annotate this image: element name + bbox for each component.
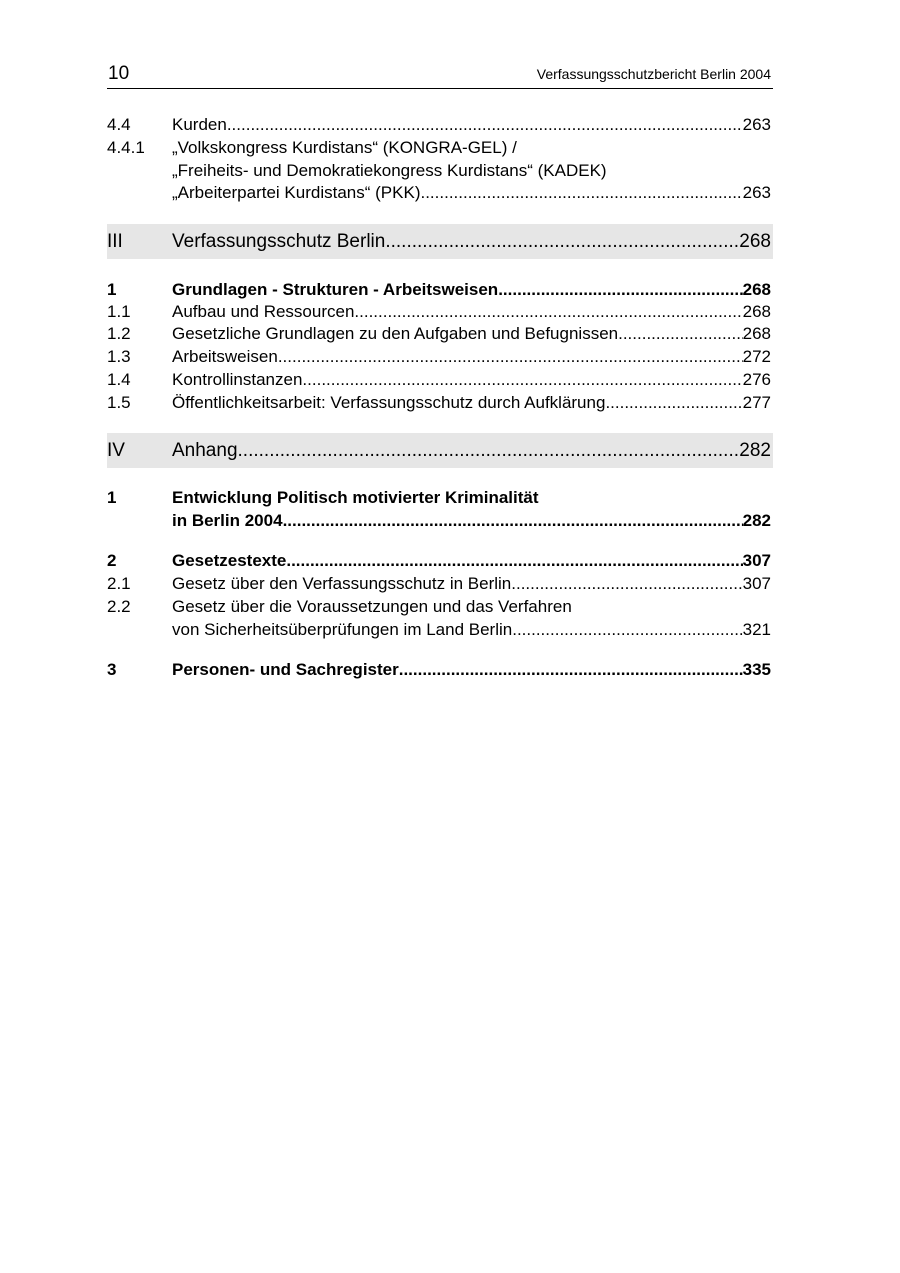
dot-leader: [498, 279, 742, 301]
toc-page: 263: [742, 183, 771, 202]
dot-leader: [286, 550, 742, 572]
toc-page: 272: [742, 347, 771, 366]
dot-leader: [302, 369, 742, 391]
toc-page: 282: [739, 440, 771, 461]
toc-line: [172, 346, 771, 368]
dot-leader: [385, 230, 739, 254]
toc-line: [172, 323, 771, 345]
toc-number: III: [107, 231, 123, 252]
running-title: Verfassungsschutzbericht Berlin 2004: [536, 66, 771, 82]
toc-number: 1: [107, 280, 117, 299]
toc-number: 1: [107, 488, 117, 507]
toc-number: 1.5: [107, 393, 131, 412]
toc-section-IV[interactable]: [107, 433, 773, 468]
toc-page: 268: [739, 231, 771, 252]
page-number: 10: [108, 63, 130, 84]
toc-title: Öffentlichkeitsarbeit: Verfassungsschutz durch Aufklärung: [172, 393, 606, 412]
toc-title: Gesetz über den Verfassungsschutz in Berlin: [172, 574, 512, 593]
toc-number: 1.2: [107, 324, 131, 343]
toc-page: 263: [742, 115, 771, 134]
toc-number: 2.1: [107, 574, 131, 593]
toc-title: Kontrollinstanzen: [172, 370, 303, 389]
toc-page: 276: [742, 370, 771, 389]
toc-page: 282: [742, 511, 771, 530]
toc-line: [172, 619, 771, 641]
toc-number: 3: [107, 660, 117, 679]
dot-leader: [238, 439, 740, 463]
dot-leader: [605, 392, 742, 414]
toc-page: 268: [742, 302, 771, 321]
toc-line: [172, 279, 771, 301]
toc-page: 277: [742, 393, 771, 412]
toc-page: 268: [742, 324, 771, 343]
dot-leader: [618, 323, 743, 345]
toc-title-line-3: „Arbeiterpartei Kurdistans“ (PKK): [172, 183, 421, 202]
toc-line: [172, 550, 771, 572]
toc-line: [172, 439, 771, 463]
toc-title-line-2: „Freiheits- und Demokratiekongress Kurdistans“ (KADEK): [172, 161, 607, 180]
toc-number: IV: [107, 440, 125, 461]
toc-page: 307: [742, 551, 771, 570]
dot-leader: [283, 510, 743, 532]
toc-title-line-1: Entwicklung Politisch motivierter Kriminalität: [172, 488, 539, 507]
toc-line: [172, 573, 771, 595]
toc-number: 2.2: [107, 597, 131, 616]
toc-line: [172, 230, 771, 254]
toc-number: 1.4: [107, 370, 131, 389]
dot-leader: [354, 301, 742, 323]
toc-number: 1.3: [107, 347, 131, 366]
toc-line: [172, 114, 771, 136]
toc-line: [172, 369, 771, 391]
page-header: [107, 62, 773, 89]
toc-title: Gesetzliche Grundlagen zu den Aufgaben und Befugnissen: [172, 324, 619, 343]
toc-section-III[interactable]: [107, 224, 773, 259]
dot-leader: [512, 619, 742, 641]
dot-leader: [227, 114, 743, 136]
toc-title: Verfassungsschutz Berlin: [172, 231, 386, 252]
toc-number: 2: [107, 551, 117, 570]
toc-title: Aufbau und Ressourcen: [172, 302, 355, 321]
toc-line: [172, 182, 771, 204]
toc-line: [172, 510, 771, 532]
toc-number: 4.4: [107, 115, 131, 134]
toc-line: [172, 392, 771, 414]
toc-title: Anhang: [172, 440, 238, 461]
toc-number: 1.1: [107, 302, 131, 321]
toc-number: 4.4.1: [107, 138, 145, 157]
toc-page: 335: [742, 660, 771, 679]
toc-title: Gesetzestexte: [172, 551, 287, 570]
toc-title-line-2: von Sicherheitsüberprüfungen im Land Berlin: [172, 620, 513, 639]
toc-title-line-1: Gesetz über die Voraussetzungen und das Verfahren: [172, 597, 572, 616]
toc-title: Grundlagen - Strukturen - Arbeitsweisen: [172, 280, 499, 299]
dot-leader: [278, 346, 743, 368]
toc-title-line-2: in Berlin 2004: [172, 511, 283, 530]
toc-page: 268: [742, 280, 771, 299]
toc-page: 321: [742, 620, 771, 639]
dot-leader: [420, 182, 742, 204]
dot-leader: [399, 659, 743, 681]
toc-title: Kurden: [172, 115, 227, 134]
toc-line: [172, 301, 771, 323]
toc-title: Arbeitsweisen: [172, 347, 278, 366]
toc-title: Personen- und Sachregister: [172, 660, 399, 679]
dot-leader: [511, 573, 742, 595]
toc-title-line-1: „Volkskongress Kurdistans“ (KONGRA-GEL) /: [172, 138, 517, 157]
toc-line: [172, 659, 771, 681]
toc-page: 307: [742, 574, 771, 593]
